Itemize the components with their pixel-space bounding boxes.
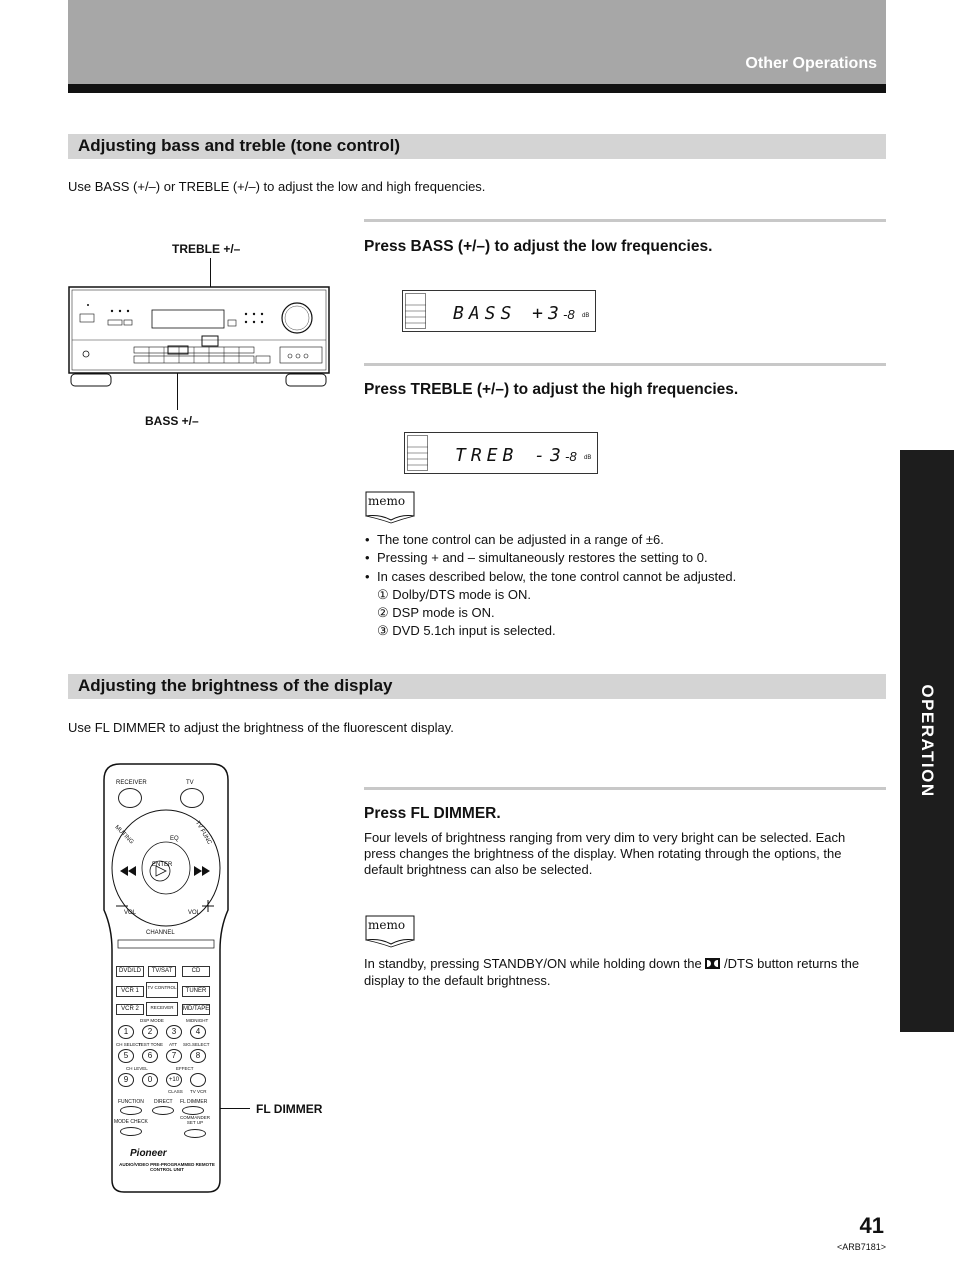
treble-callout: TREBLE +/–: [172, 242, 241, 256]
treble-display-level: -8: [565, 449, 577, 464]
cd-button[interactable]: CD: [182, 966, 210, 977]
midnight-label: MIDNIGHT: [186, 1018, 209, 1023]
enter-label: ENTER: [152, 862, 173, 868]
dimmer-section-title: Adjusting the brightness of the display: [78, 676, 393, 695]
treble-display-unit: dB: [584, 455, 592, 461]
note-item: • The tone control can be adjusted in a range of ±6.: [364, 531, 736, 549]
number-1-button[interactable]: 1: [118, 1025, 134, 1039]
vcr1-button[interactable]: VCR 1: [116, 986, 144, 997]
fl-dimmer-callout: FL DIMMER: [256, 1102, 323, 1116]
ch-select-label: CH SELECT: [116, 1042, 142, 1047]
tv-vcr-label: TV VCR: [190, 1089, 207, 1094]
channel-label: CHANNEL: [146, 930, 175, 936]
bass-callout: BASS +/–: [145, 414, 199, 428]
tv-sat-button[interactable]: TV/SAT: [148, 966, 176, 977]
dvd-ld-button[interactable]: DVD/LD: [116, 966, 144, 977]
header-section-title: Other Operations: [745, 55, 877, 72]
page-number: 41: [859, 1213, 884, 1238]
plus-10-button[interactable]: +10: [166, 1073, 182, 1087]
function-label: FUNCTION: [118, 1099, 144, 1105]
tone-section-heading: [68, 134, 886, 159]
dolby-logo-icon: [705, 958, 720, 969]
bass-display: [402, 290, 596, 332]
dimmer-step-title: Press FL DIMMER.: [364, 805, 501, 822]
sig-select-label: SIG.SELECT: [183, 1042, 210, 1047]
header-rule: [68, 84, 886, 93]
document-code: <ARB7181>: [836, 1242, 886, 1252]
function-button[interactable]: [120, 1106, 142, 1115]
vol-up-label: VOL: [188, 910, 201, 916]
number-0-button[interactable]: 0: [142, 1073, 158, 1087]
mode-check-label: MODE CHECK: [114, 1119, 148, 1125]
number-6-button[interactable]: 6: [142, 1049, 158, 1063]
memo-text-part1: In standby, pressing STANDBY/ON while holding down the: [364, 956, 702, 971]
number-4-button[interactable]: 4: [190, 1025, 206, 1039]
ch-level-label: CH LEVEL: [126, 1066, 148, 1071]
vol-down-label: VOL: [124, 910, 137, 916]
step1-title: Press BASS (+/–) to adjust the low frequencies.: [364, 238, 713, 255]
direct-button[interactable]: [152, 1106, 174, 1115]
memo-icon: [364, 490, 416, 520]
menu-button[interactable]: [190, 1073, 206, 1087]
display-indicators: [405, 293, 427, 329]
side-tab-label: OPERATION: [918, 684, 937, 798]
mode-check-button[interactable]: [120, 1127, 142, 1136]
eq-label: EQ: [170, 836, 179, 842]
tone-notes-list: [364, 531, 736, 641]
step2-title: Press TREBLE (+/–) to adjust the high frequencies.: [364, 381, 739, 398]
fl-dimmer-label: FL DIMMER: [180, 1099, 208, 1105]
class-label: CLASS: [168, 1089, 183, 1094]
number-3-button[interactable]: 3: [166, 1025, 182, 1039]
tv-power-button[interactable]: [180, 788, 204, 808]
bass-display-text: BASS +3: [453, 303, 564, 324]
memo-text-part2: /DTS button returns the display to the default brightness.: [364, 956, 860, 988]
sub-note-item: ① Dolby/DTS mode is ON.: [377, 586, 531, 602]
memo-icon: [364, 914, 416, 944]
treble-display-text: TREB -3: [455, 445, 566, 466]
commander-label: COMMANDER SET UP: [180, 1115, 210, 1125]
memo-label: memo: [368, 918, 406, 932]
dimmer-step-rule: [364, 787, 886, 790]
dimmer-memo-text: [364, 955, 880, 989]
tv-label: TV: [186, 780, 194, 786]
display-indicators: [407, 435, 429, 471]
number-9-button[interactable]: 9: [118, 1073, 134, 1087]
pioneer-logo: Pioneer: [130, 1148, 167, 1159]
number-7-button[interactable]: 7: [166, 1049, 182, 1063]
test-tone-label: TEST TONE: [138, 1042, 164, 1047]
commander-setup-button[interactable]: [184, 1129, 206, 1138]
tv-control-button[interactable]: TV CONTROL: [146, 982, 178, 998]
operation-side-tab: [900, 450, 954, 1032]
dimmer-section-heading: [68, 674, 886, 699]
remote-unit-name: AUDIO/VIDEO PRE-PROGRAMMED REMOTE CONTROL UNIT: [119, 1162, 215, 1172]
note-item: • In cases described below, the tone control cannot be adjusted.: [364, 568, 736, 586]
muting-label: MUTING: [113, 824, 135, 846]
remote-control-illustration: [100, 760, 232, 1196]
tone-section-title: Adjusting bass and treble (tone control): [78, 136, 401, 155]
number-2-button[interactable]: 2: [142, 1025, 158, 1039]
tuner-button[interactable]: TUNER: [182, 986, 210, 997]
bass-display-level: -8: [563, 307, 575, 322]
md-tape-button[interactable]: MD/TAPE: [182, 1004, 210, 1015]
receiver-label: RECEIVER: [116, 780, 147, 786]
fl-dimmer-button[interactable]: [182, 1106, 204, 1115]
number-5-button[interactable]: 5: [118, 1049, 134, 1063]
tv-func-label: TV FUNC: [193, 820, 213, 846]
tone-intro-text: Use BASS (+/–) or TREBLE (+/–) to adjust the low and high frequencies.: [68, 179, 486, 194]
step1-rule: [364, 219, 886, 222]
att-label: ATT: [169, 1042, 178, 1047]
step2-rule: [364, 363, 886, 366]
memo-label: memo: [368, 494, 406, 508]
direct-label: DIRECT: [154, 1099, 173, 1105]
dsp-mode-label: DSP MODE: [140, 1018, 164, 1023]
receiver-button[interactable]: RECEIVER: [146, 1002, 178, 1016]
effect-label: EFFECT: [176, 1066, 194, 1071]
treble-display: [404, 432, 598, 474]
dimmer-description: Four levels of brightness ranging from very dim to very bright can be selected. Each press changes the brightness of the display. When rotating through the options, the default brightness can also be selected.: [364, 830, 846, 877]
dimmer-intro-text: Use FL DIMMER to adjust the brightness of the fluorescent display.: [68, 720, 454, 735]
number-8-button[interactable]: 8: [190, 1049, 206, 1063]
receiver-illustration: [68, 284, 330, 390]
receiver-power-button[interactable]: [118, 788, 142, 808]
sub-note-item: ② DSP mode is ON.: [377, 605, 495, 621]
bass-display-unit: dB: [582, 313, 590, 319]
note-item: • Pressing + and – simultaneously restores the setting to 0.: [364, 549, 736, 567]
vcr2-button[interactable]: VCR 2: [116, 1004, 144, 1015]
sub-note-item: ③ DVD 5.1ch input is selected.: [377, 623, 556, 639]
